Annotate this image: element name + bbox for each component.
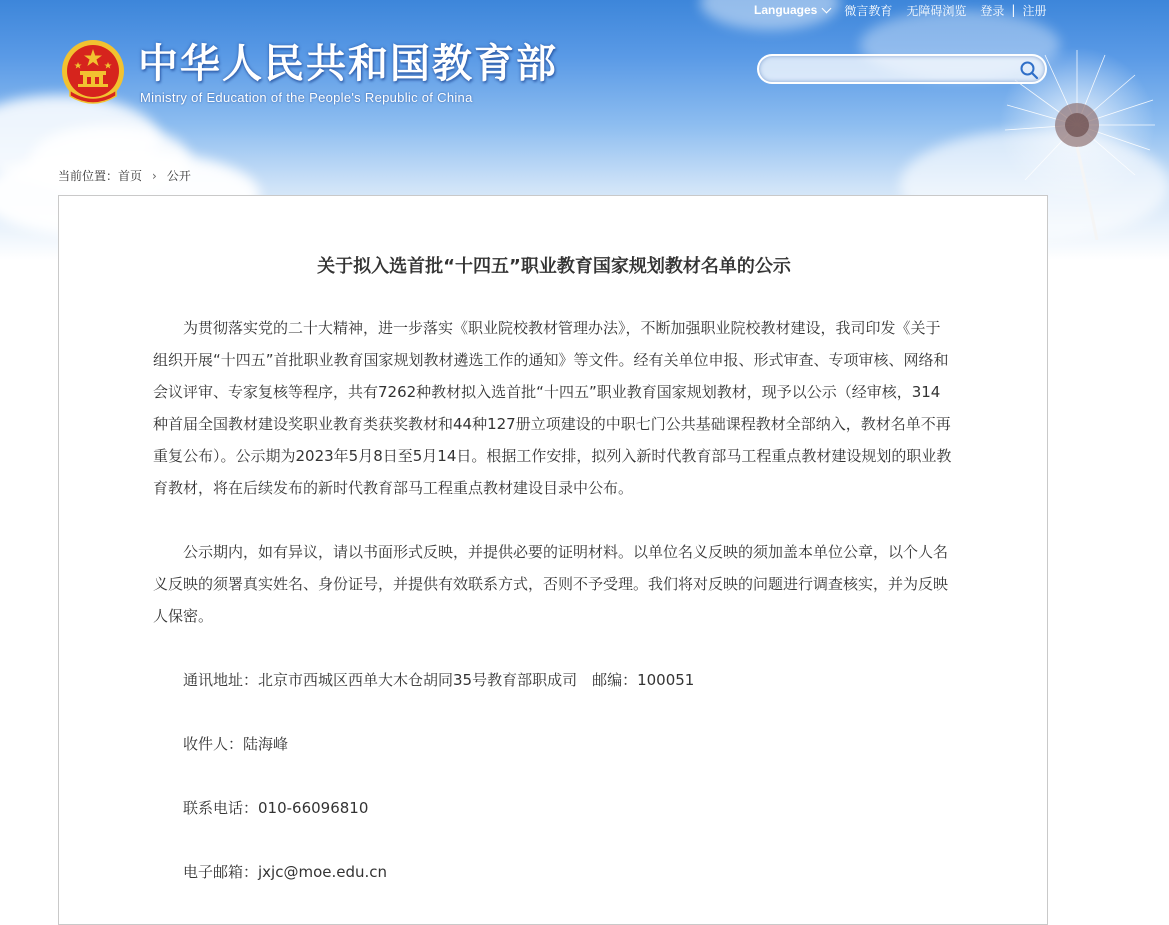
languages-label: Languages: [754, 3, 818, 17]
breadcrumb-prefix: 当前位置：: [58, 169, 119, 183]
article-title: 关于拟入选首批“十四五”职业教育国家规划教材名单的公示: [317, 256, 791, 277]
search-input[interactable]: [771, 60, 1015, 80]
breadcrumb: [58, 167, 191, 184]
contact-address: 通讯地址：北京市西城区西单大木仓胡同35号教育部职成司 邮编：100051: [183, 671, 695, 689]
chevron-down-icon: [822, 3, 832, 13]
login-link[interactable]: 登录: [980, 3, 1005, 18]
languages-dropdown[interactable]: [754, 3, 830, 17]
search-box: [757, 54, 1047, 84]
site-title-english[interactable]: Ministry of Education of the People's Republic of China: [140, 90, 473, 105]
site-title-chinese[interactable]: 中华人民共和国教育部: [138, 41, 558, 87]
contact-email: 电子邮箱：jxjc@moe.edu.cn: [183, 863, 388, 881]
top-utility-bar: [754, 2, 1046, 18]
article-body: [153, 312, 953, 888]
weiyan-education-link[interactable]: 微言教育: [844, 3, 893, 18]
login-register-divider: |: [1011, 3, 1016, 17]
breadcrumb-current[interactable]: 公开: [166, 169, 191, 183]
national-emblem-icon[interactable]: [60, 38, 126, 108]
search-icon[interactable]: [1019, 60, 1039, 80]
register-link[interactable]: 注册: [1022, 3, 1047, 18]
contact-recipient: 收件人：陆海峰: [183, 735, 289, 753]
breadcrumb-separator: ›: [152, 168, 157, 183]
article-paragraph: 公示期内，如有异议，请以书面形式反映，并提供必要的证明材料。以单位名义反映的须加盖本单位公章，以个人名义反映的须署真实姓名、身份证号，并提供有效联系方式，否则不予受理。我们将对反映的问题进行调查核实，并为反映人保密。: [153, 543, 949, 625]
accessibility-link[interactable]: 无障碍浏览: [906, 3, 967, 18]
breadcrumb-home[interactable]: 首页: [118, 169, 143, 183]
contact-phone: 联系电话：010-66096810: [183, 799, 369, 817]
article-paragraph: 为贯彻落实党的二十大精神，进一步落实《职业院校教材管理办法》，不断加强职业院校教材建设，我司印发《关于组织开展“十四五”首批职业教育国家规划教材遴选工作的通知》等文件。经有关单位申报、形式审查、专项审核、网络和会议评审、专家复核等程序，共有7262种教材拟入选首批“十四五”职业教育国家规划教材，现予以公示（经审核，314种首届全国教材建设奖职业教育类获奖教材和44种127册立项建设的中职七门公共基础课程教材全部纳入，教材名单不再重复公布）。公示期为2023年5月8日至5月14日。根据工作安排，拟列入新时代教育部马工程重点教材建设规划的职业教育教材，将在后续发布的新时代教育部马工程重点教材建设目录中公布。: [153, 319, 952, 497]
article-container: [58, 195, 1048, 925]
